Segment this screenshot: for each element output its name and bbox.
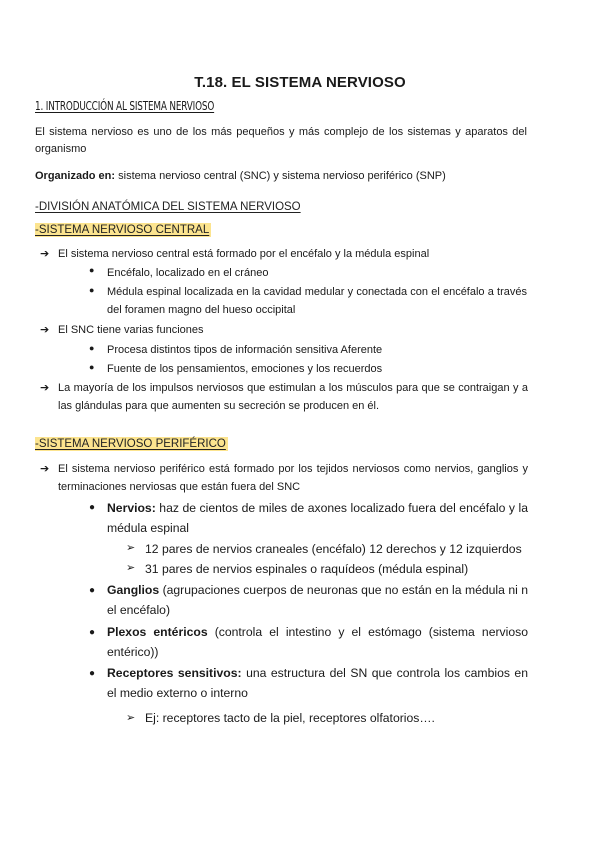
sub-arrow-icon: ➢ xyxy=(126,712,136,724)
ganglios-text: (agrupaciones cuerpos de neuronas que no están en la médula ni n el encéfalo) xyxy=(107,583,528,617)
snp-receptores xyxy=(107,663,528,703)
snc-sub-procesa: Procesa distintos tipos de información sensitiva Aferente xyxy=(107,344,383,356)
snc-sub-medula-text: Médula espinal localizada en la cavidad medular y conectada con el encéfalo a través del foramen magno del hueso occipital xyxy=(107,286,527,316)
division-heading: -DIVISIÓN ANATÓMICA DEL SISTEMA NERVIOSO xyxy=(35,201,301,213)
snc-heading: -SISTEMA NERVIOSO CENTRAL xyxy=(35,224,210,236)
section-heading-intro: 1. INTRODUCCIÓN AL SISTEMA NERVIOSO xyxy=(35,99,215,113)
snp-plexos xyxy=(107,622,528,662)
snc-sub-medula xyxy=(107,283,527,319)
arrow-icon: ➔ xyxy=(40,324,50,336)
arrow-icon: ➔ xyxy=(40,463,50,475)
snp-heading: -SISTEMA NERVIOSO PERIFÉRICO xyxy=(35,438,226,450)
receptores-example: Ej: receptores tacto de la piel, receptores olfatorios…. xyxy=(145,711,435,725)
receptores-text: una estructura del SN que controla los cambios en el medio externo o interno xyxy=(107,666,528,700)
nervios-text: haz de cientos de miles de axones localizado fuera del encéfalo y la médula espinal xyxy=(107,501,528,535)
snc-item-composition: El sistema nervioso central está formado por el encéfalo y la médula espinal xyxy=(58,248,430,260)
plexos-label: Plexos entéricos xyxy=(107,625,208,639)
plexos-text: (controla el intestino y el estómago (sistema nervioso entérico)) xyxy=(107,625,528,659)
bullet-icon: ● xyxy=(89,668,96,679)
bullet-icon: ● xyxy=(89,343,95,353)
snc-item-functions: El SNC tiene varias funciones xyxy=(58,324,204,336)
organized-text: sistema nervioso central (SNC) y sistema nervioso periférico (SNP) xyxy=(115,170,446,182)
nervios-craneales: 12 pares de nervios craneales (encéfalo) 12 derechos y 12 izquierdos xyxy=(145,542,522,556)
snc-sub-fuente: Fuente de los pensamientos, emociones y los recuerdos xyxy=(107,363,383,375)
organized-label: Organizado en: xyxy=(35,170,116,182)
bullet-icon: ● xyxy=(89,265,95,275)
bullet-icon: ● xyxy=(89,285,95,295)
snc-item-impulsos: La mayoría de los impulsos nerviosos que estimulan a los músculos para que se contraigan y a las glándulas para que aumenten su secreción se producen en él. xyxy=(58,382,528,412)
bullet-icon: ● xyxy=(89,502,96,513)
bullet-icon: ● xyxy=(89,362,95,372)
snp-nervios xyxy=(107,498,528,538)
arrow-icon: ➔ xyxy=(40,248,50,260)
sub-arrow-icon: ➢ xyxy=(126,542,136,554)
snp-item-composition: El sistema nervioso periférico está formado por los tejidos nerviosos como nervios, ganglios y terminaciones nerviosas que están fuera del SNC xyxy=(58,463,528,493)
snp-ganglios xyxy=(107,580,528,620)
ganglios-label: Ganglios xyxy=(107,583,160,597)
nervios-espinales: 31 pares de nervios espinales o raquídeos (médula espinal) xyxy=(145,562,469,576)
organized-paragraph xyxy=(35,168,527,185)
page-title: T.18. EL SISTEMA NERVIOSO xyxy=(194,74,406,91)
sub-arrow-icon: ➢ xyxy=(126,562,136,574)
snc-sub-encefalo: Encéfalo, localizado en el cráneo xyxy=(107,267,269,279)
intro-paragraph: El sistema nervioso es uno de los más pequeños y más complejo de los sistemas y aparatos del organismo xyxy=(35,126,527,155)
bullet-icon: ● xyxy=(89,585,96,596)
arrow-icon: ➔ xyxy=(40,382,50,394)
bullet-icon: ● xyxy=(89,627,96,638)
nervios-label: Nervios: xyxy=(107,501,156,515)
receptores-label: Receptores sensitivos: xyxy=(107,666,242,680)
